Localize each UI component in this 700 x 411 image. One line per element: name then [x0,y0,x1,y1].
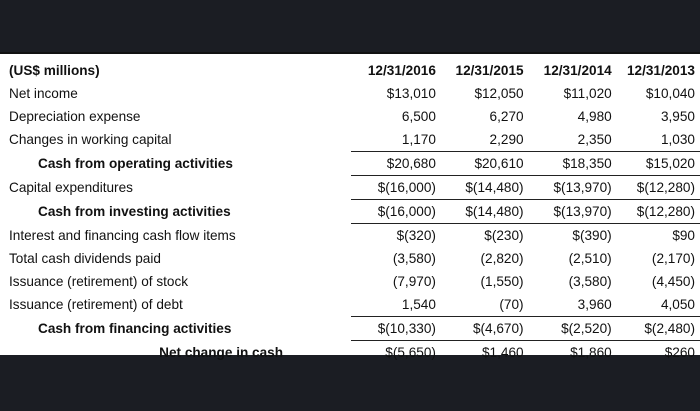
cell-2016: $13,010 [386,86,436,101]
row-label: Issuance (retirement) of stock [9,274,189,289]
cell-2013: $260 [664,345,695,360]
row-label: Capital expenditures [9,180,133,195]
row-net-change-in-cash [0,341,700,365]
row-label: Net income [9,86,78,101]
cell-2013: 1,030 [615,128,700,152]
row-label: Cash from operating activities [38,156,233,171]
row-label: Issuance (retirement) of debt [9,297,183,313]
cell-2014: 4,980 [577,109,612,124]
cell-2015: $(230) [484,228,524,243]
cell-2013: 4,050 [615,293,700,317]
cell-2015: (1,550) [480,274,524,289]
row-label: Depreciation expense [9,109,141,124]
cell-2014: $(13,970) [528,200,615,224]
cell-2014: 3,960 [528,293,615,317]
cell-2015: (2,820) [480,251,524,266]
cell-2015: 6,270 [489,109,524,124]
header-row [0,59,700,82]
cell-2013: $90 [672,228,695,243]
row-depreciation-expense [0,105,700,128]
cell-2014: (2,510) [568,251,612,266]
row-issuance-of-stock [0,270,700,293]
row-label: Total cash dividends paid [9,251,161,266]
cell-2016: (3,580) [392,251,436,266]
row-label: Changes in working capital [9,132,172,148]
row-label: Net change in cash [159,344,284,360]
top-rule [0,52,700,54]
cell-2016: $(16,000) [351,176,438,200]
row-label: Cash from investing activities [38,204,231,219]
cell-2013: $10,040 [645,86,695,101]
cell-2016: (7,970) [392,274,436,289]
cell-2015: $1,460 [482,345,524,360]
cell-2015: $12,050 [474,86,524,101]
row-cash-from-operating-activities [0,152,700,176]
cell-2014: $(390) [572,228,612,243]
cell-2013: $(12,280) [615,200,700,224]
cell-2016: $20,680 [351,152,438,176]
cell-2013: $(12,280) [615,176,700,200]
row-interest-and-financing-items [0,224,700,248]
cell-2014: $(13,970) [528,176,615,200]
cell-2015: $(4,670) [438,317,528,341]
cell-2014: $18,350 [528,152,615,176]
row-capital-expenditures [0,176,700,200]
cell-2014: $11,020 [563,86,612,101]
column-header-2014: 12/31/2014 [543,63,612,78]
column-header-2013: 12/31/2013 [626,63,695,78]
cell-2016: $(320) [396,228,436,243]
cell-2013: (2,170) [651,251,695,266]
cell-2015: $(14,480) [438,176,528,200]
units-label: (US$ millions) [9,63,100,78]
cell-2014: (3,580) [568,274,612,289]
cell-2016: $(5,650) [385,345,436,360]
row-net-income [0,82,700,105]
cell-2013: (4,450) [651,274,695,289]
cell-2015: 2,290 [438,128,528,152]
cell-2013: $(2,480) [615,317,700,341]
cell-2016: 1,170 [351,128,438,152]
cell-2016: 1,540 [351,293,438,317]
row-cash-from-financing-activities [0,317,700,341]
cell-2014: $1,860 [570,345,612,360]
cell-2016: $(10,330) [351,317,438,341]
row-label: Interest and financing cash flow items [9,227,236,243]
cash-flow-sheet [0,52,700,360]
column-header-2016: 12/31/2016 [367,63,436,78]
cell-2014: $(2,520) [528,317,615,341]
cash-flow-table [0,59,700,364]
row-issuance-of-debt [0,293,700,317]
cell-2015: $(14,480) [438,200,528,224]
cell-2013: 3,950 [660,109,695,124]
row-changes-in-working-capital [0,128,700,152]
cell-2014: 2,350 [528,128,615,152]
cell-2015: (70) [438,293,528,317]
cell-2016: $(16,000) [351,200,438,224]
row-label: Cash from financing activities [38,321,232,336]
cell-2016: 6,500 [401,109,436,124]
column-header-2015: 12/31/2015 [455,63,524,78]
row-total-cash-dividends-paid [0,247,700,270]
row-cash-from-investing-activities [0,200,700,224]
cell-2015: $20,610 [438,152,528,176]
cell-2013: $15,020 [615,152,700,176]
